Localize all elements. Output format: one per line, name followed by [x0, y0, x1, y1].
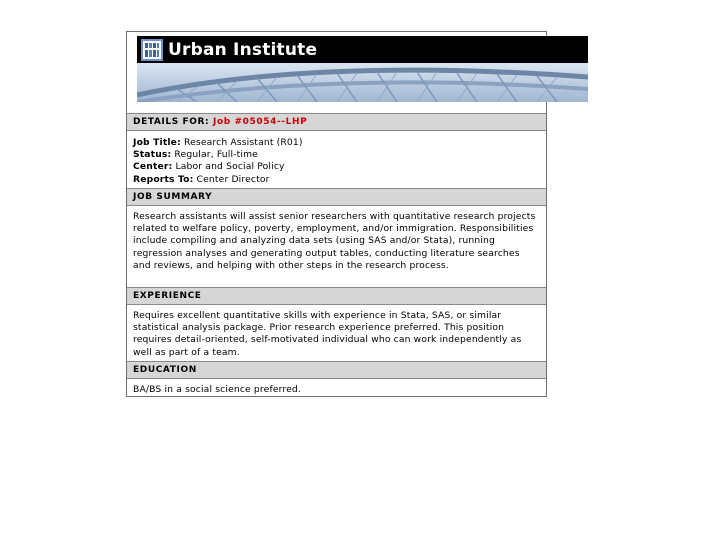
details-header: [127, 113, 546, 131]
reports-to-value: Center Director: [196, 173, 270, 185]
education-heading: EDUCATION: [133, 365, 197, 375]
job-details-panel: [126, 31, 547, 397]
job-title-label: Job Title:: [133, 137, 181, 148]
job-summary-heading: JOB SUMMARY: [133, 192, 213, 202]
reports-to-row: [133, 174, 537, 186]
brand-name: Urban Institute: [168, 40, 318, 60]
center-row: [133, 161, 537, 173]
job-summary-header: [127, 188, 546, 206]
education-text: BA/BS in a social science preferred.: [133, 384, 301, 395]
experience-text: Requires excellent quantitative skills with experience in Stata, SAS, or similar statistical analysis package. Prior research experience preferred. This position requires detail-oriented, self-motivated individual who can work independently as well as part of a team.: [133, 310, 522, 358]
header-banner: [137, 36, 588, 102]
details-label: DETAILS FOR:: [133, 117, 210, 127]
job-title-row: [133, 137, 537, 149]
bridge-banner-image: [137, 63, 588, 102]
details-body: [133, 137, 537, 186]
education-header: [127, 361, 546, 379]
status-value: Regular, Full-time: [174, 149, 258, 161]
center-value: Labor and Social Policy: [175, 161, 285, 173]
center-label: Center:: [133, 161, 173, 173]
urban-institute-logo-icon: [141, 39, 163, 61]
job-summary-text: Research assistants will assist senior researchers with quantitative research projects related to welfare policy, poverty, employment, and/or immigration. Responsibilities include compiling and analyzing data sets (using SAS and/or Stata), running regression analyses and generating output tables, conducting literature searches and reviews, and helping with other steps in the research process.: [133, 211, 536, 271]
experience-header: [127, 287, 546, 305]
status-label: Status:: [133, 149, 172, 161]
job-number: Job #05054--LHP: [213, 117, 308, 127]
job-title-value: Research Assistant (R01): [183, 137, 303, 148]
banner-title-bar: [137, 36, 588, 63]
status-row: [133, 149, 537, 161]
reports-to-label: Reports To:: [133, 173, 194, 185]
experience-heading: EXPERIENCE: [133, 291, 202, 301]
